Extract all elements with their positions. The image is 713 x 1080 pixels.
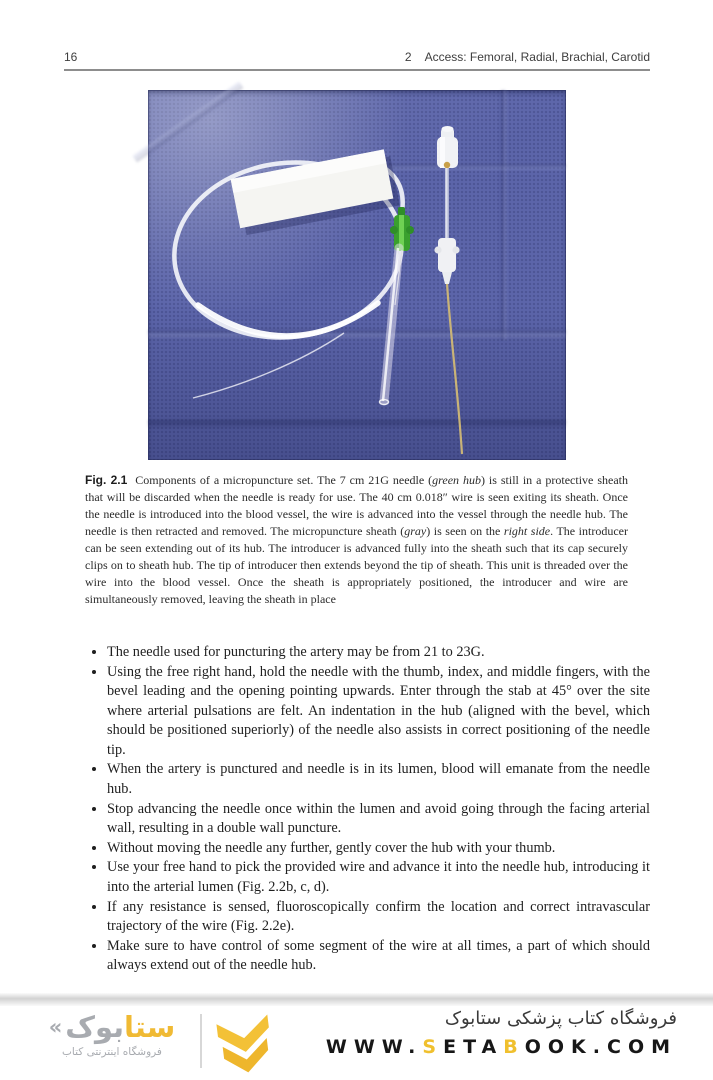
- micropuncture-set-illustration: [148, 90, 566, 460]
- chapter-number: 2: [404, 50, 412, 64]
- footer: [0, 1006, 713, 1080]
- caption-text: ) is seen on the: [426, 524, 504, 539]
- logo-wordmark: [36, 1012, 188, 1044]
- url-segment: OOK.COM: [524, 1036, 677, 1058]
- clear-sheath: [380, 248, 400, 404]
- caption-italic: green hub: [432, 473, 481, 487]
- url-segment-gold: S: [422, 1036, 444, 1058]
- logo-divider: [200, 1014, 202, 1068]
- caption-text: ) is still in a protective sheath that will be discarded when the needle is ready for use. The 40 cm 0.018″ wire is seen exiting its sheath. Once the needle is introduced into the blood vessel, the wire is advanced into the vessel through the needle hub. The needle is then retracted and removed. The micropuncture sheath (: [85, 473, 628, 539]
- url-segment: WWW.: [325, 1036, 423, 1058]
- list-item: • The needle used for puncturing the artery may be from 21 to 23G.: [107, 643, 650, 663]
- figure-caption: [85, 472, 628, 608]
- url-segment-gold: B: [503, 1036, 525, 1058]
- list-item: • When the artery is punctured and needle is in its lumen, blood will emanate from the needle hub.: [107, 760, 650, 799]
- running-title-group: [405, 50, 650, 64]
- guillemet-mark: «: [48, 1015, 63, 1040]
- caption-italic: right side: [503, 524, 551, 539]
- list-item: • Make sure to have control of some segment of the wire at all times, a part of which should always extend out of the needle hub.: [107, 937, 650, 976]
- wordmark-yellow-part: ستا: [124, 1010, 176, 1044]
- introducer-unit: [434, 126, 462, 454]
- label-sticker: [231, 148, 400, 236]
- figure-photo: [148, 90, 566, 460]
- chevron-book-icon: [210, 1010, 279, 1079]
- list-item: • Use your free hand to pick the provided wire and advance it into the needle hub, introducing it into the arterial lumen (Fig. 2.2b, c, d).: [107, 858, 650, 897]
- page-number: 16: [64, 50, 78, 64]
- store-title: فروشگاه کتاب پزشکی ستابوک: [444, 1008, 677, 1029]
- logo-text-block: [36, 1012, 188, 1058]
- logo-subtitle: فروشگاه اینترنتی کتاب: [62, 1045, 162, 1058]
- list-item: • Without moving the needle any further, gently cover the hub with your thumb.: [107, 839, 650, 859]
- url-segment: ETA: [443, 1036, 504, 1058]
- setabook-logo: [36, 1012, 276, 1076]
- guide-wire: [193, 333, 344, 398]
- store-url-link[interactable]: [326, 1036, 677, 1058]
- caption-italic: gray: [404, 524, 427, 539]
- caption-text: Components of a micropuncture set. The 7 cm 21G needle (: [135, 473, 433, 487]
- tan-wire: [447, 284, 462, 454]
- footer-divider-band: [0, 993, 713, 1007]
- list-item: • Stop advancing the needle once within the lumen and avoid going through the facing arterial wall, resulting in a double wall puncture.: [107, 800, 650, 839]
- footer-store-block: [326, 1008, 677, 1058]
- list-item: • Using the free right hand, hold the needle with the thumb, index, and middle fingers, with the bevel leading and the opening pointing upwards. Enter through the stab at 45° over the site where arterial pulsations are felt. An indentation in the hub (aligned with the bevel, which should be positioned superiorly) of the needle also assists in correct positioning of the needle tip.: [107, 663, 650, 761]
- list-item: • If any resistance is sensed, fluoroscopically confirm the location and correct intravascular trajectory of the wire (Fig. 2.2e).: [107, 898, 650, 937]
- running-title: Access: Femoral, Radial, Brachial, Carotid: [424, 50, 650, 64]
- instruction-list: [85, 643, 650, 976]
- header-rule: [64, 69, 650, 71]
- running-head: [64, 50, 650, 64]
- figure-label: Fig. 2.1: [85, 473, 128, 487]
- wordmark-gray-part: بوک: [65, 1010, 125, 1044]
- caption-text: . The introducer can be seen extending out of its hub. The introducer is advanced fully into the sheath such that its cap securely clips on to sheath hub. The tip of introducer then extends beyond the tip of sheath. This unit is threaded over the wire into the blood vessel. Once the sheath is appropriately positioned, the introducer and wire are simultaneously removed, leaving the sheath in place: [85, 524, 628, 607]
- coil-bright-arc: [198, 303, 378, 336]
